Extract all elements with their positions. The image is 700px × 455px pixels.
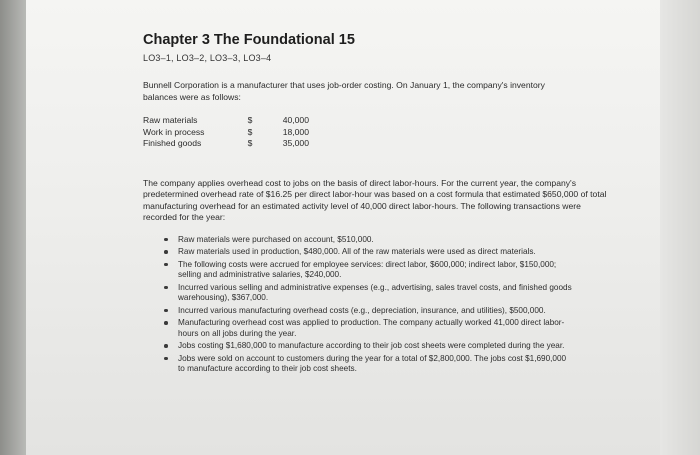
balance-label: Work in process [143,126,205,137]
balance-label: Finished goods [143,138,202,148]
transaction-text: Jobs costing $1,680,000 to manufacture according to their job cost sheets were completed during the year. [178,341,565,350]
list-item [143,283,573,304]
list-item [143,260,573,281]
overhead-paragraph: The company applies overhead cost to jobs on the basis of direct labor-hours. For the current year, the company's predetermined overhead rate of $16.25 per direct labor-hour was based on a cost formula that estimated $650,000 of total manufacturing overhead for an estimated activity level of 40,000 direct labor-hours. The following transactions were recorded for the year: [143,177,607,222]
transaction-text: Incurred various manufacturing overhead costs (e.g., depreciation, insurance, and utilities), $500,000. [178,305,546,315]
balance-row [143,138,309,150]
transaction-text: Jobs were sold on account to customers during the year for a total of $2,800,000. The jobs cost $1,690,000 to manufacture according to their job cost sheets. [178,353,567,373]
bullet-icon [164,309,168,313]
list-item [143,306,573,317]
balance-row [143,127,309,139]
transactions-list [143,235,613,375]
balance-label: Raw materials [143,115,198,125]
bullet-icon [164,286,168,290]
balance-currency: $ [247,138,253,148]
transaction-text: Raw materials were purchased on account, $510,000. [178,234,374,244]
learning-objectives: LO3–1, LO3–2, LO3–3, LO3–4 [143,53,272,63]
bullet-icon [164,344,168,348]
list-item [143,341,573,352]
document-content [143,32,613,377]
chapter-title: Chapter 3 The Foundational 15 [143,32,355,48]
balance-value: 35,000 [282,138,309,148]
transaction-text: Raw materials used in production, $480,000. All of the raw materials were used as direct materials. [178,247,536,256]
bullet-icon [164,238,168,242]
balance-row [143,115,309,127]
list-item [143,318,573,339]
bullet-icon [164,263,168,267]
balance-currency: $ [247,115,253,125]
transaction-text: Manufacturing overhead cost was applied to production. The company actually worked 41,000 direct labor-hours on all jobs during the year. [178,318,565,338]
balance-value: 18,000 [282,126,309,137]
balance-currency: $ [247,126,253,137]
bullet-icon [164,321,168,325]
transaction-text: The following costs were accrued for employee services: direct labor, $600,000; indirect labor, $150,000; selling and administrative salaries, $240,000. [178,259,557,279]
document-page [26,0,660,455]
list-item [143,235,573,246]
transaction-text: Incurred various selling and administrative expenses (e.g., advertising, sales travel costs, and finished goods warehousing), $367,000. [178,282,572,302]
balance-value: 40,000 [282,115,309,125]
list-item [143,247,573,258]
bullet-icon [164,250,168,254]
bullet-icon [164,357,168,361]
list-item [143,354,573,375]
background-left-edge [0,0,26,455]
background-right-edge [660,0,700,455]
inventory-balances-table [143,115,309,150]
intro-paragraph: Bunnell Corporation is a manufacturer that uses job-order costing. On January 1, the company's inventory balances were as follows: [143,80,545,102]
